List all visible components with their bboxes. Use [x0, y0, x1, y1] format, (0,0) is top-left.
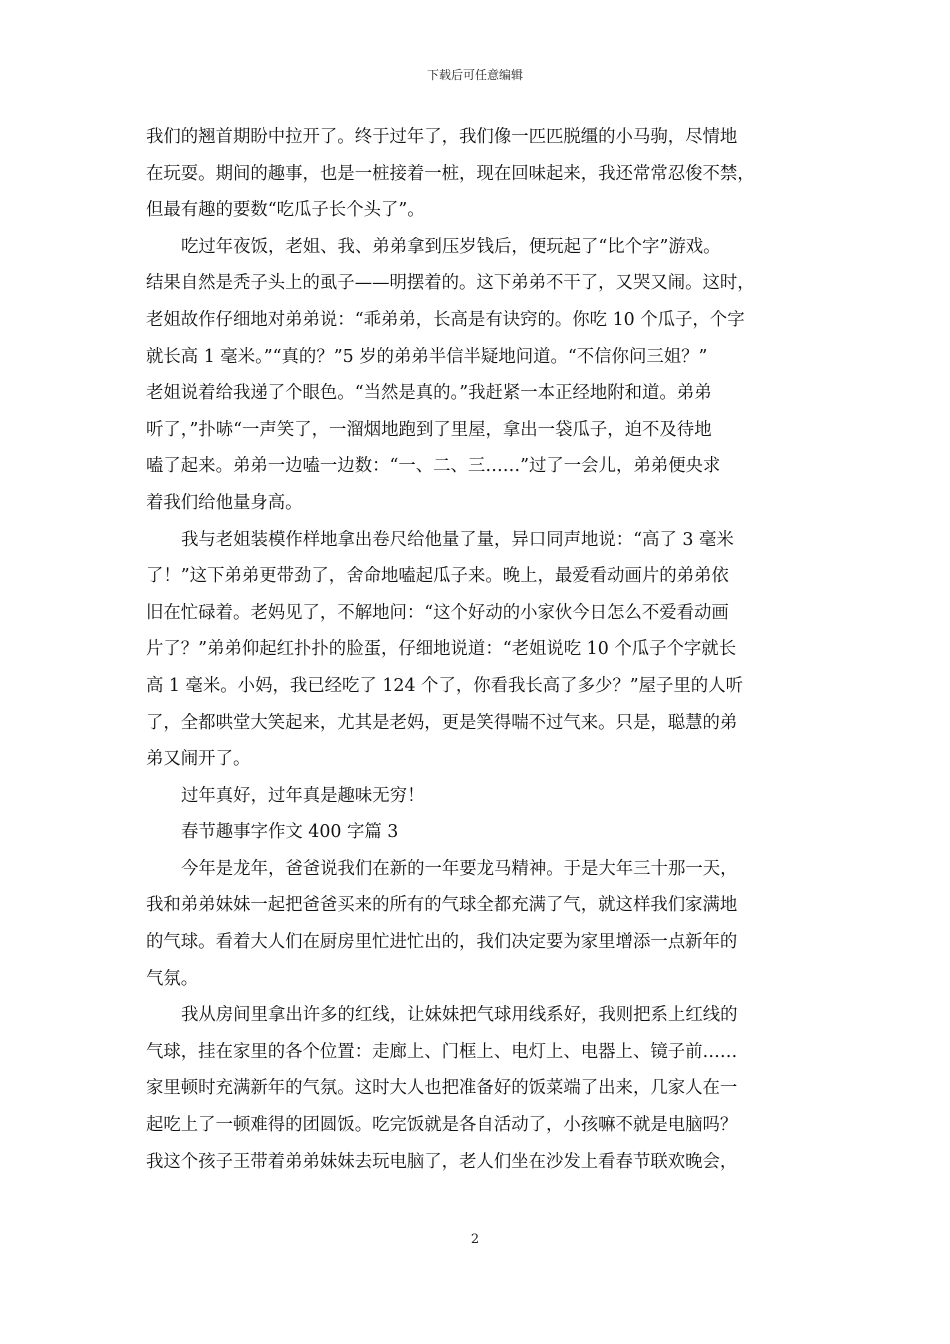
- text-line: 气氛。: [146, 968, 199, 989]
- text-line: 春节趣事字作文 400 字篇 3: [181, 822, 399, 843]
- text-line: 我和弟弟妹妹一起把爸爸买来的所有的气球全都充满了气，就这样我们家满地: [146, 895, 738, 916]
- page-header: 下载后可任意编辑: [426, 68, 523, 82]
- text-line: 气球，挂在家里的各个位置：走廊上、门框上、电灯上、电器上、镜子前……: [146, 1041, 738, 1062]
- text-line: 了，全都哄堂大笑起来，尤其是老妈，更是笑得喘不过气来。只是，聪慧的弟: [146, 712, 738, 733]
- text-line: 听了，”扑哧“一声笑了，一溜烟地跑到了里屋，拿出一袋瓜子，迫不及待地: [146, 419, 712, 440]
- text-line: 弟又闹开了。: [146, 749, 251, 770]
- document-body: [146, 119, 806, 1180]
- page-number: 2: [470, 1232, 480, 1247]
- text-line: 老姐故作仔细地对弟弟说：“乖弟弟，长高是有诀窍的。你吃 10 个瓜子，个字: [146, 309, 745, 330]
- text-line: 旧在忙碌着。老妈见了，不解地问：“这个好动的小家伙今日怎么不爱看动画: [146, 602, 729, 623]
- text-line: 老姐说着给我递了个眼色。“当然是真的。”我赶紧一本正经地附和道。弟弟: [146, 383, 712, 404]
- text-line: 家里顿时充满新年的气氛。这时大人也把准备好的饭菜端了出来，几家人在一: [146, 1078, 738, 1099]
- text-line: 片了？”弟弟仰起红扑扑的脸蛋，仔细地说道：“老姐说吃 10 个瓜子个字就长: [146, 639, 737, 660]
- text-line: 过年真好，过年真是趣味无穷！: [181, 785, 425, 806]
- text-line: 了！”这下弟弟更带劲了，舍命地嗑起瓜子来。晚上，最爱看动画片的弟弟依: [146, 566, 729, 587]
- text-line: 结果自然是秃子头上的虱子——明摆着的。这下弟弟不干了，又哭又闹。这时，: [146, 273, 755, 294]
- text-line: 我与老姐装模作样地拿出卷尺给他量了量，异口同声地说：“高了 3 毫米: [181, 529, 734, 550]
- text-line: 今年是龙年，爸爸说我们在新的一年要龙马精神。于是大年三十那一天，: [181, 858, 738, 879]
- text-line: 我从房间里拿出许多的红线，让妹妹把气球用线系好，我则把系上红线的: [181, 1005, 738, 1026]
- text-line: 就长高 1 毫米。”“真的？”5 岁的弟弟半信半疑地问道。“不信你问三姐？”: [146, 346, 708, 367]
- text-line: 嗑了起来。弟弟一边嗑一边数：“一、二、三……”过了一会儿，弟弟便央求: [146, 456, 721, 477]
- text-line: 高 1 毫米。小妈，我已经吃了 124 个了，你看我长高了多少？”屋子里的人听: [146, 675, 743, 696]
- text-line: 吃过年夜饭，老姐、我、弟弟拿到压岁钱后，便玩起了“比个字”游戏。: [181, 236, 721, 257]
- text-line: 我这个孩子王带着弟弟妹妹去玩电脑了，老人们坐在沙发上看春节联欢晚会，: [146, 1151, 738, 1172]
- text-line: 但最有趣的要数“吃瓜子长个头了”。: [146, 200, 425, 221]
- text-line: 起吃上了一顿难得的团圆饭。吃完饭就是各自活动了，小孩嘛不就是电脑吗？: [146, 1115, 738, 1136]
- text-line: 在玩耍。期间的趣事，也是一桩接着一桩，现在回味起来，我还常常忍俊不禁，: [146, 163, 755, 184]
- text-line: 我们的翘首期盼中拉开了。终于过年了，我们像一匹匹脱缰的小马驹，尽情地: [146, 127, 738, 147]
- text-line: 着我们给他量身高。: [146, 492, 303, 513]
- text-line: 的气球。看着大人们在厨房里忙进忙出的，我们决定要为家里增添一点新年的: [146, 932, 738, 953]
